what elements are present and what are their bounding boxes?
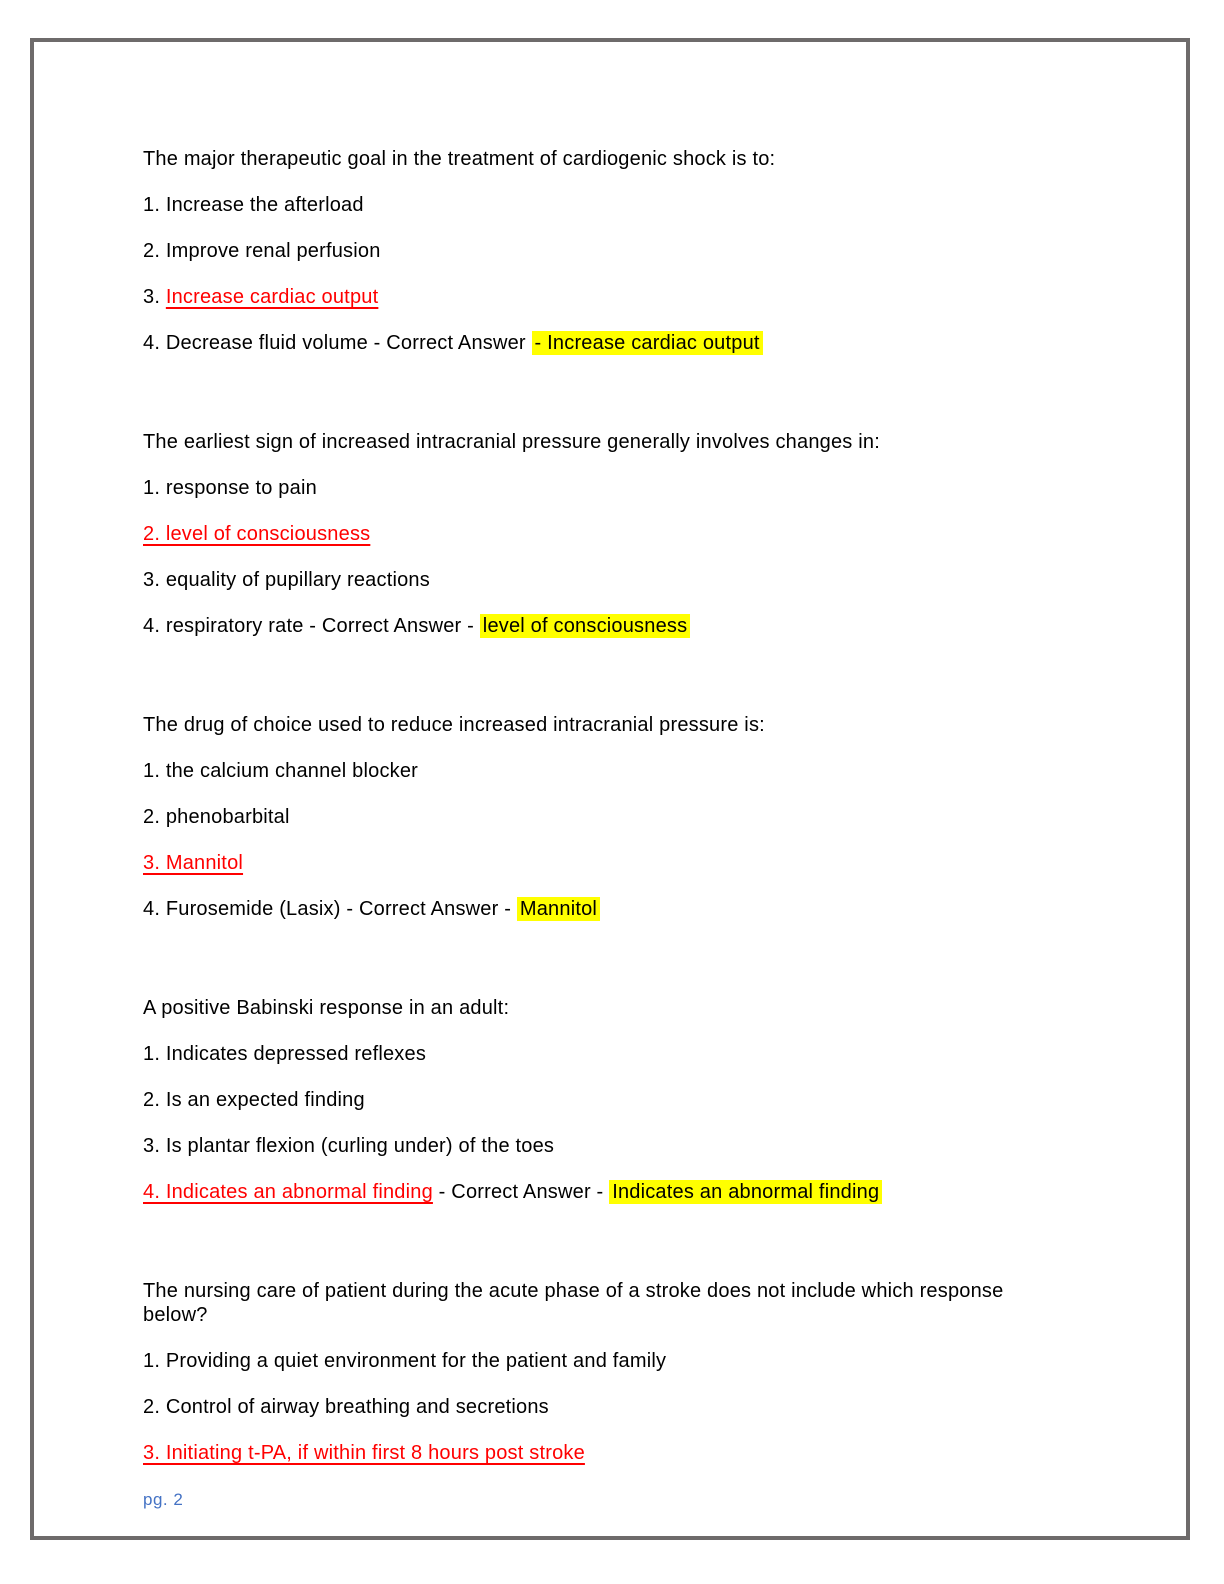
answer-option xyxy=(143,1088,1048,1112)
answer-option xyxy=(143,1134,1048,1158)
question-block xyxy=(143,147,1048,355)
page-border xyxy=(30,38,1190,1540)
answer-option xyxy=(143,239,1048,263)
answer-option xyxy=(143,897,1048,921)
answer-option xyxy=(143,1441,1048,1465)
answer-option xyxy=(143,805,1048,829)
question-text: The major therapeutic goal in the treatment of cardiogenic shock is to: xyxy=(143,148,776,170)
answer-option xyxy=(143,522,1048,546)
answer-option xyxy=(143,851,1048,875)
question-block xyxy=(143,430,1048,638)
answer-option xyxy=(143,476,1048,500)
answer-option xyxy=(143,568,1048,592)
answer-option xyxy=(143,1042,1048,1066)
correct-answer-red-text: 3. Initiating t-PA, if within first 8 hours post stroke xyxy=(143,1442,585,1464)
answer-option xyxy=(143,1349,1048,1373)
answer-option xyxy=(143,1180,1048,1204)
option-text: 1. Indicates depressed reflexes xyxy=(143,1043,427,1065)
answer-option xyxy=(143,1395,1048,1419)
option-text: 2. Control of airway breathing and secretions xyxy=(143,1396,549,1418)
correct-answer-red-text: Increase cardiac output xyxy=(165,286,379,308)
answer-option xyxy=(143,193,1048,217)
page-number: pg. 2 xyxy=(143,1490,184,1509)
answer-option xyxy=(143,331,1048,355)
option-text: 2. phenobarbital xyxy=(143,806,290,828)
option-text: 2. Is an expected finding xyxy=(143,1089,365,1111)
option-text: 1. the calcium channel blocker xyxy=(143,760,419,782)
option-text: - Correct Answer - xyxy=(432,1181,610,1203)
question-text: The drug of choice used to reduce increased intracranial pressure is: xyxy=(143,714,765,736)
question-block xyxy=(143,996,1048,1204)
correct-answer-red-text: 2. level of consciousness xyxy=(143,523,371,545)
answer-option xyxy=(143,614,1048,638)
questions-container xyxy=(143,147,1048,1540)
answer-option xyxy=(143,285,1048,309)
option-text: 4. Furosemide (Lasix) - Correct Answer - xyxy=(143,898,517,920)
question-text: The nursing care of patient during the acute phase of a stroke does not include which response below? xyxy=(143,1280,1004,1326)
question-text: A positive Babinski response in an adult: xyxy=(143,997,510,1019)
highlighted-answer-text: Indicates an abnormal finding xyxy=(609,1180,882,1204)
option-text: 1. Increase the afterload xyxy=(143,194,364,216)
question-text: The earliest sign of increased intracranial pressure generally involves changes in: xyxy=(143,431,880,453)
highlighted-answer-text: Mannitol xyxy=(517,897,600,921)
correct-answer-red-text: 4. Indicates an abnormal finding xyxy=(143,1181,433,1203)
question-block xyxy=(143,1279,1048,1465)
option-text: 4. Decrease fluid volume - Correct Answer xyxy=(143,332,532,354)
correct-answer-red-text: 3. Mannitol xyxy=(143,852,244,874)
option-text: 3. Is plantar flexion (curling under) of the toes xyxy=(143,1135,555,1157)
highlighted-answer-text: level of consciousness xyxy=(480,614,691,638)
answer-option xyxy=(143,759,1048,783)
option-text: 4. respiratory rate - Correct Answer - xyxy=(143,615,480,637)
option-text: 1. response to pain xyxy=(143,477,317,499)
question-block xyxy=(143,713,1048,921)
highlighted-answer-text: - Increase cardiac output xyxy=(532,331,763,355)
option-text: 1. Providing a quiet environment for the patient and family xyxy=(143,1350,667,1372)
option-text: 2. Improve renal perfusion xyxy=(143,240,381,262)
option-text: 3. equality of pupillary reactions xyxy=(143,569,430,591)
option-text: 3. xyxy=(143,286,166,308)
